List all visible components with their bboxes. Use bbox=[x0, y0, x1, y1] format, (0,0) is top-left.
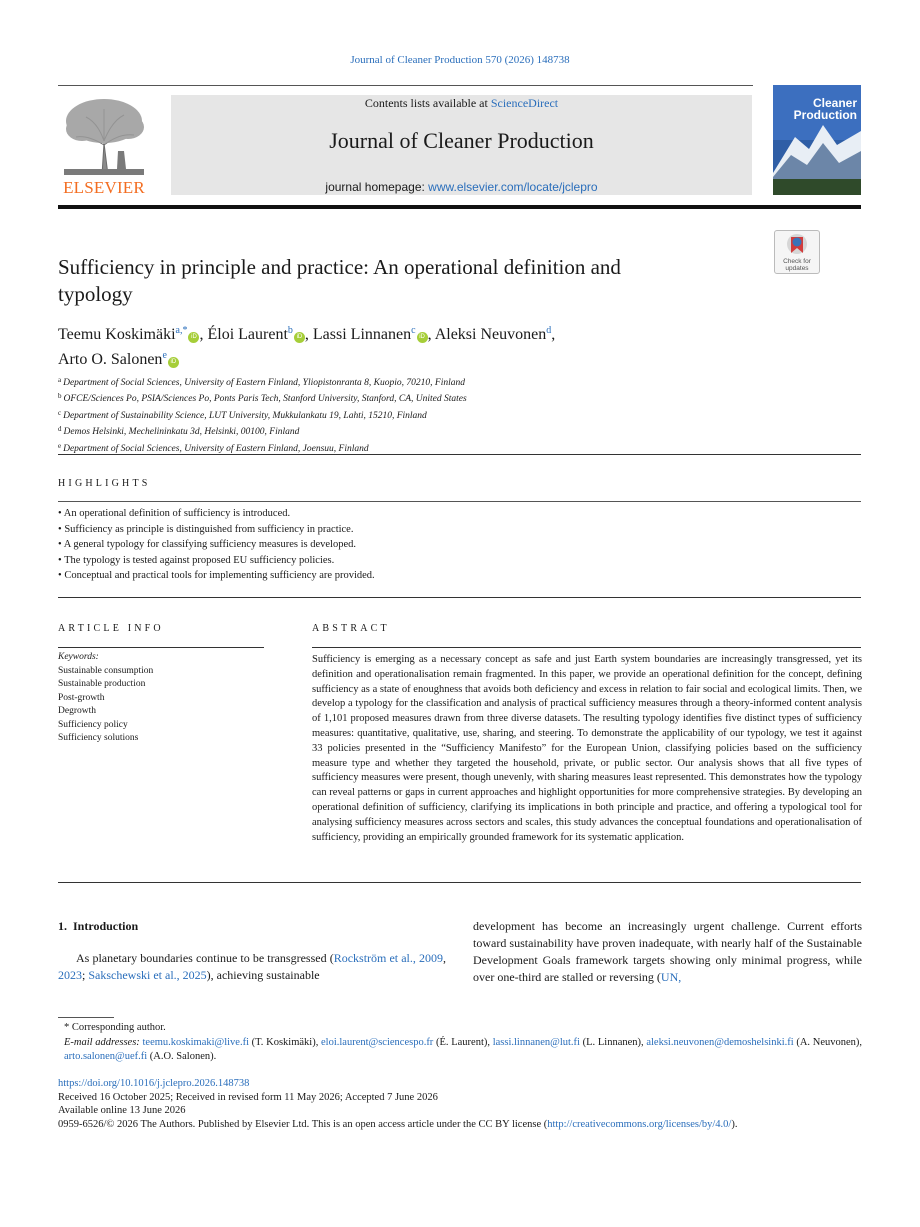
journal-homepage-line bbox=[171, 180, 752, 194]
publication-info bbox=[58, 1077, 868, 1131]
corresponding-author-note: * Corresponding author. bbox=[64, 1022, 166, 1033]
footnotes bbox=[58, 1021, 862, 1065]
license-link[interactable]: http://creativecommons.org/licenses/by/4.0/ bbox=[547, 1118, 732, 1130]
article-info-rule bbox=[58, 647, 264, 648]
highlight-item: • Conceptual and practical tools for implementing sufficiency are provided. bbox=[58, 570, 375, 582]
masthead-journal-title: Journal of Cleaner Production bbox=[329, 128, 594, 153]
email-owner: (A. Neuvonen), bbox=[793, 1036, 863, 1048]
affiliation-text: OFCE/Sciences Po, PSIA/Sciences Po, Ponts Paris Tech, Stanford University, Stanford, CA, United States bbox=[63, 394, 467, 405]
keyword-item: Sufficiency policy bbox=[58, 719, 128, 730]
intro-text: ; bbox=[82, 968, 89, 982]
author-affiliation-marker[interactable]: b bbox=[287, 325, 293, 336]
orcid-icon[interactable]: iD bbox=[188, 332, 199, 343]
keyword-item: Sufficiency solutions bbox=[58, 733, 139, 744]
license-suffix: ). bbox=[731, 1118, 738, 1130]
affiliation-text: Department of Social Sciences, University of Eastern Finland, Joensuu, Finland bbox=[63, 443, 369, 454]
orcid-icon[interactable]: iD bbox=[294, 332, 305, 343]
author-affiliation-marker[interactable]: c bbox=[411, 325, 416, 336]
email-owner: (A.O. Salonen). bbox=[147, 1051, 217, 1062]
affiliation-key: a bbox=[58, 376, 62, 384]
intro-text: As planetary boundaries continue to be transgressed ( bbox=[76, 951, 334, 965]
affiliation-item bbox=[58, 374, 758, 390]
highlights-list bbox=[58, 506, 858, 584]
author-name[interactable]: Éloi Laurent bbox=[207, 326, 288, 343]
author-separator: , bbox=[427, 326, 435, 343]
citation-link[interactable]: Sakschewski et al., 2025 bbox=[88, 968, 207, 982]
affiliation-key: c bbox=[58, 408, 62, 417]
email-owner: (L. Linnanen), bbox=[579, 1036, 647, 1048]
keywords-list bbox=[58, 665, 153, 745]
highlights-rule bbox=[58, 501, 861, 502]
journal-cover-thumbnail[interactable] bbox=[773, 85, 861, 195]
email-addresses bbox=[58, 1036, 862, 1065]
license-line bbox=[58, 1118, 868, 1132]
email-link[interactable]: aleksi.neuvonen@demoshelsinki.fi bbox=[646, 1036, 794, 1048]
check-for-updates-label bbox=[775, 258, 819, 272]
cover-title bbox=[777, 97, 857, 121]
author-list bbox=[58, 320, 758, 370]
highlights-heading: HIGHLIGHTS bbox=[58, 478, 151, 489]
intro-text: , bbox=[443, 951, 446, 965]
keyword-item: Sustainable consumption bbox=[58, 666, 154, 676]
crossmark-line-2: updates bbox=[785, 265, 809, 272]
journal-reference-link[interactable]: Journal of Cleaner Production 570 (2026) 148738 bbox=[350, 54, 570, 66]
affiliation-item bbox=[58, 423, 758, 439]
intro-paragraph-col1 bbox=[58, 950, 446, 984]
email-owner: (T. Koskimäki), bbox=[248, 1036, 322, 1048]
citation-link[interactable]: UN, bbox=[660, 970, 682, 984]
affiliation-key: b bbox=[58, 392, 62, 401]
intro-text: ), achieving sustainable bbox=[206, 968, 320, 982]
homepage-prefix: journal homepage: bbox=[325, 180, 429, 194]
affiliation-key: d bbox=[58, 425, 62, 434]
author-separator: , bbox=[199, 326, 208, 343]
author-name[interactable]: Lassi Linnanen bbox=[312, 326, 412, 343]
contents-prefix: Contents lists available at bbox=[364, 96, 491, 110]
author-affiliation-marker[interactable]: d bbox=[546, 325, 552, 336]
author-separator: , bbox=[551, 326, 556, 343]
intro-heading bbox=[58, 919, 138, 934]
available-online-date: Available online 13 June 2026 bbox=[58, 1105, 186, 1117]
highlight-item: • The typology is tested against proposed EU sufficiency policies. bbox=[58, 554, 335, 566]
author-separator: , bbox=[304, 326, 313, 343]
highlight-text: An operational definition of sufficiency is introduced. bbox=[63, 508, 291, 519]
publisher-wordmark: ELSEVIER bbox=[63, 178, 145, 197]
orcid-icon[interactable]: iD bbox=[168, 357, 179, 368]
abstract-heading: ABSTRACT bbox=[312, 623, 390, 634]
author-name[interactable]: Aleksi Neuvonen bbox=[434, 326, 547, 343]
affiliation-text: Demos Helsinki, Mechelininkatu 3d, Helsinki, 00100, Finland bbox=[63, 427, 300, 438]
affiliation-text: Department of Sustainability Science, LUT University, Mukkulankatu 19, Lahti, 15210, Finland bbox=[63, 410, 427, 421]
author-name[interactable]: Teemu Koskimäki bbox=[58, 326, 176, 343]
citation-link[interactable]: 2023 bbox=[58, 968, 82, 982]
sciencedirect-link[interactable]: ScienceDirect bbox=[490, 96, 559, 110]
highlight-text: Sufficiency as principle is distinguished from sufficiency in practice. bbox=[64, 523, 354, 535]
corresponding-author-text: Corresponding author. bbox=[71, 1022, 166, 1033]
affiliation-key: e bbox=[58, 441, 62, 450]
intro-heading-number: 1. bbox=[58, 919, 67, 933]
keywords-label: Keywords: bbox=[58, 652, 99, 662]
email-label: E-mail addresses: bbox=[64, 1036, 140, 1048]
affiliation-text: Department of Social Sciences, University of Eastern Finland, Yliopistonranta 8, Kuopio, 70210, Finland bbox=[63, 378, 465, 388]
email-link[interactable]: arto.salonen@uef.fi bbox=[64, 1051, 148, 1062]
keyword-item: Post-growth bbox=[58, 692, 105, 703]
article-info-heading: ARTICLE INFO bbox=[58, 623, 164, 634]
highlight-text: Conceptual and practical tools for implementing sufficiency are provided. bbox=[64, 570, 375, 582]
citation-link[interactable]: Rockström et al., 2009 bbox=[333, 951, 443, 965]
highlight-item: • Sufficiency as principle is distinguished from sufficiency in practice. bbox=[58, 523, 354, 535]
affiliation-item bbox=[58, 407, 758, 423]
header-rule bbox=[58, 85, 753, 86]
check-for-updates-button[interactable] bbox=[774, 230, 820, 274]
keyword-item: Degrowth bbox=[58, 706, 96, 717]
header-thick-rule bbox=[58, 205, 861, 209]
email-link[interactable]: lassi.linnanen@lut.fi bbox=[492, 1036, 580, 1048]
author-affiliation-marker[interactable]: a,* bbox=[175, 325, 188, 336]
intro-paragraph-col2 bbox=[473, 918, 862, 986]
abstract-body: Sufficiency is emerging as a necessary concept as safe and just Earth system boundaries are increasingly transgressed, yet its definition and operationalisation remain fragmented. In this paper, we provide an operational definition for the concept, defining sufficiency as a state of enoughness that avoids both deficiency and excess in relation to fair social and ecological limits. Then, we develop a typology for the classification and analysis of practical sufficiency measures through a theory-informed content analysis of 1,101 proposed measures drawn from three diverse datasets. The resulting typology identifies five distinct types of sufficiency measures: quantitative, qualitative, use, sharing, and steering. To demonstrate the applicability of our typology, we test it against 33 policies presented in the “Sufficiency Manifesto” for the European Union, classifying policies based on the sufficiency measure type and whether they targeted the household, private, or public sector. Our analysis shows that all five types of sufficiency measures were present, though unevenly, with sharing measures least represented. This demonstrates how the typology can reveal patterns or gaps in current approaches and highlight opportunities for more comprehensive strategies. By developing an operational definition of sufficiency, clarifying its implications in both principle and practice, and offering a typological tool for analysing sufficiency measures across sectors and scales, this study advances the conceptual foundations and operationalisation of sufficiency, providing an empirically grounded framework for its systematic application. bbox=[312, 654, 862, 843]
license-text: 0959-6526/© 2026 The Authors. Published by Elsevier Ltd. This is an open access article under the CC BY license ( bbox=[58, 1118, 548, 1130]
journal-homepage-link[interactable]: www.elsevier.com/locate/jclepro bbox=[428, 180, 598, 194]
highlight-text: The typology is tested against proposed EU sufficiency policies. bbox=[64, 554, 335, 566]
crossmark-line-1: Check for bbox=[783, 258, 811, 265]
section-divider bbox=[58, 882, 861, 883]
orcid-icon[interactable]: iD bbox=[417, 332, 428, 343]
contents-line bbox=[171, 96, 752, 111]
doi-link[interactable]: https://doi.org/10.1016/j.jclepro.2026.148738 bbox=[58, 1078, 250, 1089]
email-owner: (É. Laurent), bbox=[433, 1036, 493, 1048]
intro-heading-text: Introduction bbox=[73, 919, 139, 933]
cover-line-2: Production bbox=[793, 108, 857, 122]
email-link[interactable]: eloi.laurent@sciencespo.fr bbox=[321, 1036, 434, 1048]
intro-text: development has become an increasingly urgent challenge. Current efforts toward sustainability have proven inadequate, with nearly half of the Sustainable Development Goals framework targets showing only minimal progress, while over one-third are stalled or reversing ( bbox=[473, 919, 862, 984]
author-name[interactable]: Arto O. Salonen bbox=[58, 351, 163, 368]
abstract-rule bbox=[312, 647, 861, 648]
publication-dates: Received 16 October 2025; Received in revised form 11 May 2026; Accepted 7 June 2026 bbox=[58, 1091, 438, 1103]
section-divider bbox=[58, 597, 861, 598]
affiliation-list bbox=[58, 374, 758, 456]
highlight-text: A general typology for classifying sufficiency measures is developed. bbox=[63, 539, 357, 551]
footnote-rule bbox=[58, 1017, 114, 1018]
article-title: Sufficiency in principle and practice: An operational definition and typology bbox=[58, 255, 621, 306]
affiliation-item bbox=[58, 390, 758, 406]
email-link[interactable]: teemu.koskimaki@live.fi bbox=[142, 1036, 249, 1048]
section-divider bbox=[58, 454, 861, 455]
keyword-item: Sustainable production bbox=[58, 679, 146, 690]
author-affiliation-marker[interactable]: e bbox=[162, 350, 167, 361]
highlight-item: • An operational definition of sufficiency is introduced. bbox=[58, 508, 291, 519]
highlight-item: • A general typology for classifying sufficiency measures is developed. bbox=[58, 539, 357, 551]
cover-line-1: Cleaner bbox=[812, 96, 857, 110]
